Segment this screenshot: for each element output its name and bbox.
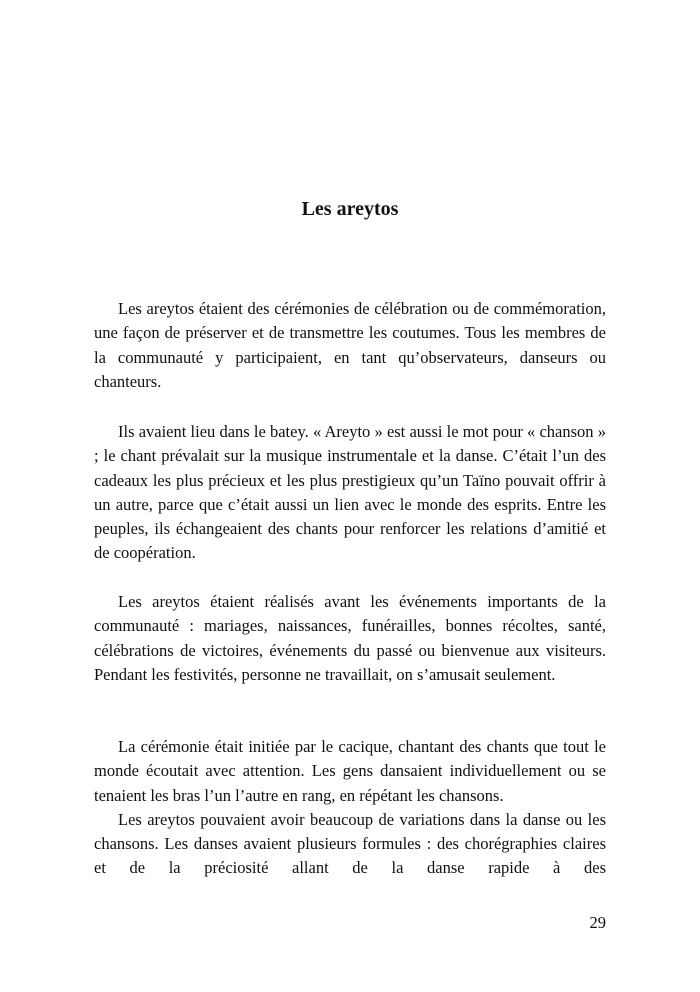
text-block bbox=[94, 735, 606, 881]
paragraph: Les areytos étaient des cérémonies de célébration ou de commémoration, une façon de préserver et de transmettre les coutumes. Tous les membres de la communauté y participaient, en tant qu’observateurs, danseurs ou chanteurs. bbox=[94, 299, 606, 391]
paragraph: La cérémonie était initiée par le cacique, chantant des chants que tout le monde écoutait avec attention. Les gens dansaient individuellement ou se tenaient les bras l’un l’autre en rang, en répétant les chansons. bbox=[94, 737, 606, 805]
chapter-title: Les areytos bbox=[301, 198, 399, 220]
paragraph: Les areytos pouvaient avoir beaucoup de variations dans la danse ou les chansons. Les danses avaient plusieurs formules : des chorégraphies claires et de la préciosité allant de la danse rapide à des bbox=[94, 809, 606, 878]
text-block bbox=[94, 590, 606, 687]
text-block bbox=[94, 297, 606, 394]
paragraph: Les areytos étaient réalisés avant les événements importants de la communauté : mariages, naissances, funérailles, bonnes récoltes, santé, célébrations de victoires, événements du passé ou bienvenue aux visiteurs. Pendant les festivités, personne ne travaillait, on s’amusait seulement. bbox=[94, 592, 606, 684]
text-block bbox=[94, 420, 606, 566]
paragraph: Ils avaient lieu dans le batey. « Areyto » est aussi le mot pour « chanson » ; le chant prévalait sur la musique instrumentale et la danse. C’était l’un des cadeaux les plus précieux et les plus prestigieux qu’un Taïno pouvait offrir à un autre, parce que c’était aussi un lien avec le monde des esprits. Entre les peuples, ils échangeaient des chants pour renforcer les relations d’amitié et de coopération. bbox=[94, 422, 606, 563]
page-number: 29 bbox=[589, 913, 606, 932]
